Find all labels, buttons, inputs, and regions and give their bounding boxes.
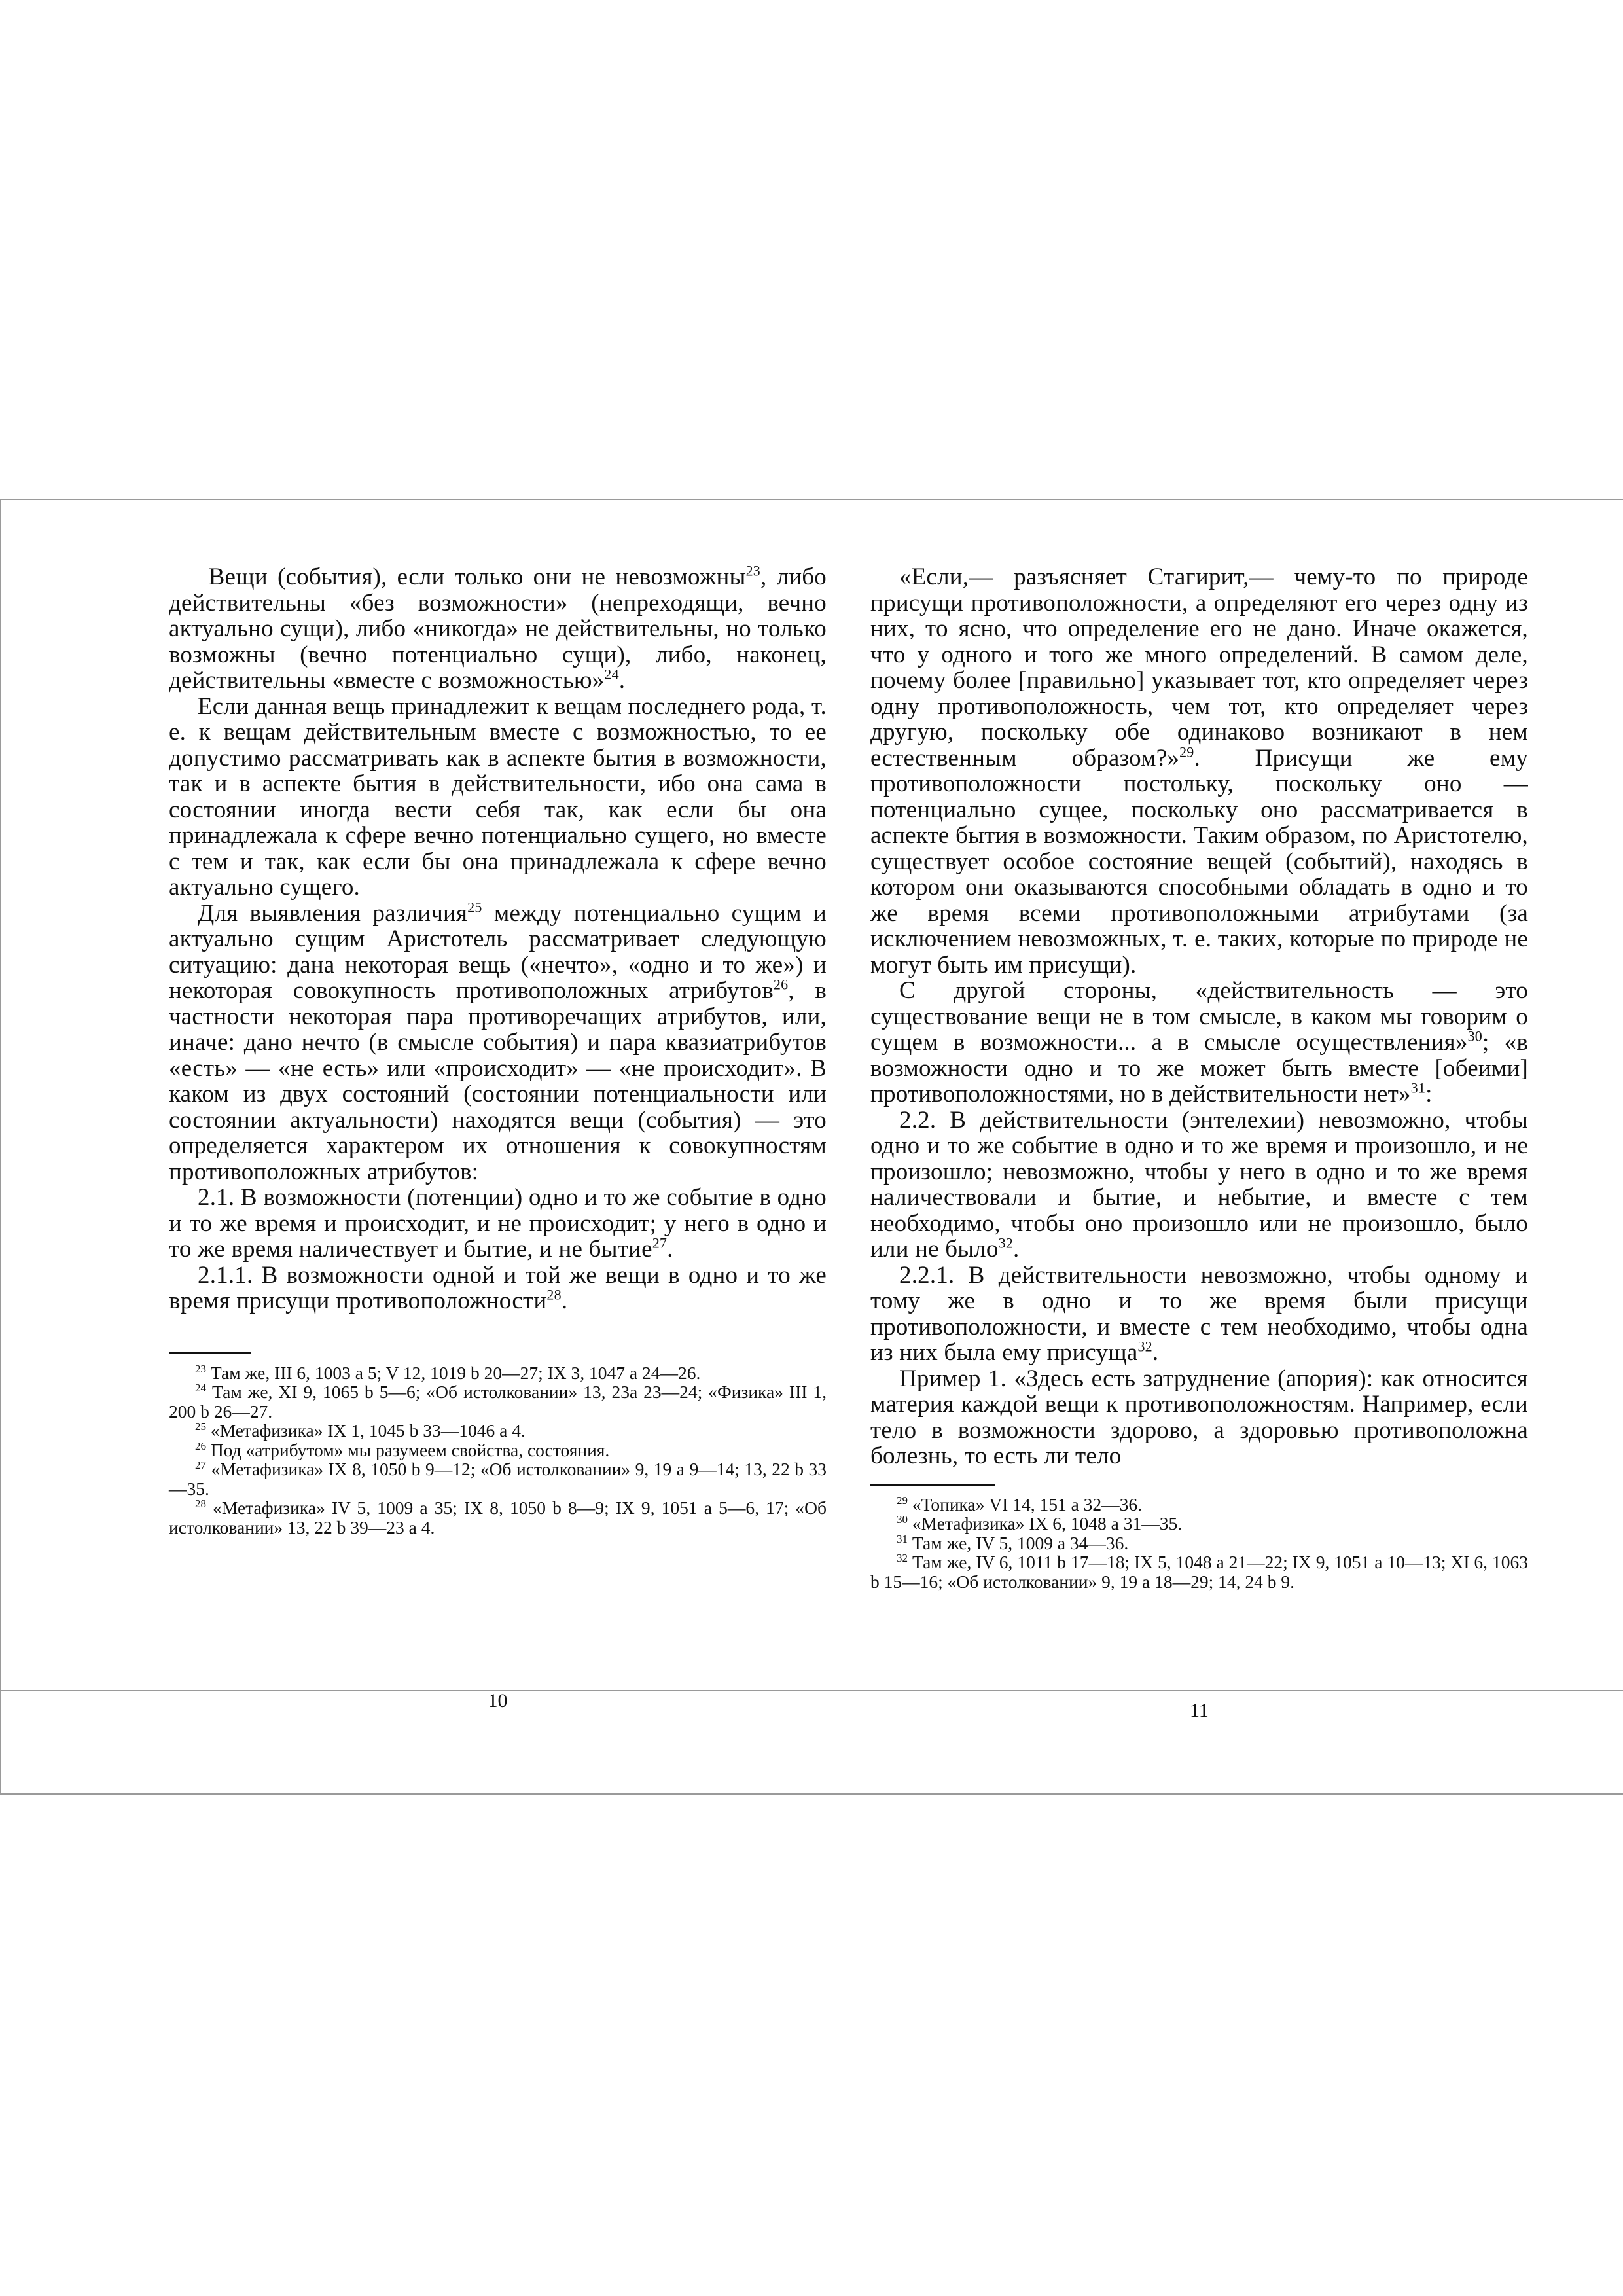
footnote-text: «Метафизика» IX 6, 1048 a 31—35. bbox=[912, 1513, 1183, 1534]
left-page bbox=[169, 564, 827, 1729]
footnote-number: 27 bbox=[195, 1458, 206, 1471]
paragraph bbox=[169, 1185, 827, 1263]
footnote-separator bbox=[870, 1484, 995, 1486]
footnote-number: 28 bbox=[195, 1497, 206, 1510]
footnote-text: Там же, IV 6, 1011 b 17—18; IX 5, 1048 a 21—22; IX 9, 1051 a 10—13; XI 6, 1063 b 15—16; «Об истолковании» 9, 19 a 18—29; 14, 24 b 9. bbox=[870, 1552, 1529, 1592]
paragraph bbox=[169, 564, 827, 694]
footnote-number: 24 bbox=[195, 1381, 206, 1394]
scan-guide-line bbox=[0, 499, 1, 1795]
paragraph bbox=[870, 1263, 1528, 1366]
footnote-text: Там же, XI 9, 1065 b 5—6; «Об истолковании» 13, 23a 23—24; «Физика» III 1, 200 b 26—27. bbox=[169, 1382, 827, 1422]
footnote bbox=[870, 1552, 1528, 1591]
scan-guide-line bbox=[0, 1793, 1623, 1795]
footnote-ref: 24 bbox=[604, 666, 619, 683]
paragraph-text: , в частности некоторая пара противоречащих атрибутов, или, иначе: дано нечто (в смысле события) и пара квазиатрибутов «есть» — «не есть» или «происходит» — «не происходит». В каком из двух состояний (состоянии потенциальности или состоянии актуальности) находятся вещи (события) — это определяется характером их отношения к совокупностям противоположных атрибутов: bbox=[169, 977, 827, 1185]
footnote-ref: 32 bbox=[998, 1234, 1014, 1251]
footnote-text: «Метафизика» IV 5, 1009 a 35; IX 8, 1050 b 8—9; IX 9, 1051 a 5—6, 17; «Об истолковании» 13, 22 b 39—23 a 4. bbox=[169, 1498, 827, 1537]
footnote-ref: 26 bbox=[773, 976, 789, 993]
page-number: 11 bbox=[1190, 1700, 1209, 1721]
footnote-ref: 27 bbox=[652, 1234, 668, 1251]
paragraph-text: ; «в возможности одно и то же может быть вместе [обеими] противоположностями, но в действительности нет» bbox=[870, 1029, 1528, 1107]
paragraph-text: 2.1.1. В возможности одной и той же вещи в одно и то же время присущи противоположности bbox=[169, 1261, 827, 1314]
footnote bbox=[169, 1421, 827, 1441]
footnote-ref: 31 bbox=[1410, 1079, 1426, 1096]
paragraph-text: , либо действительны «без возможности» (непреходящи, вечно актуально сущи), либо «никогда» не действительны, но только возможны (вечно потенциально сущи), либо, наконец, действительны «вместе с возможностью» bbox=[169, 564, 827, 694]
left-footnotes bbox=[169, 1363, 827, 1537]
paragraph bbox=[169, 694, 827, 901]
paragraph-text: «Если,— разъясняет Стагирит,— чему-то по природе присущи противоположности, а определяют его через одну из них, то ясно, что определение его не дано. Иначе окажется, что у одного и того же много определений. В самом деле, почему более [правильно] указывает тот, кто определяет через одну противоположность, чем тот, кто определяет через другую, поскольку обе одинаково возникают в нем естественным образом?» bbox=[870, 564, 1528, 772]
footnote-ref: 28 bbox=[546, 1286, 562, 1303]
paragraph bbox=[870, 1366, 1528, 1469]
paragraph bbox=[870, 564, 1528, 978]
paragraph-text: . Присущи же ему противоположности постольку, поскольку оно — потенциально сущее, поскольку оно рассматривается в аспекте бытия в возможности. Таким образом, по Аристотелю, существует особое состояние вещей (событий), находясь в котором они оказываются способными обладать в одно и то же время всеми противоположными атрибутами (за исключением невозможных, т. е. таких, которые по природе не могут быть им присущи). bbox=[870, 744, 1528, 978]
footnote-ref: 32 bbox=[1137, 1338, 1152, 1355]
paragraph bbox=[169, 1263, 827, 1314]
paragraph bbox=[870, 978, 1528, 1107]
footnote-ref: 23 bbox=[745, 562, 760, 579]
footnote bbox=[169, 1498, 827, 1537]
right-page bbox=[870, 564, 1528, 1729]
footnote-text: «Метафизика» IX 8, 1050 b 9—12; «Об истолковании» 9, 19 a 9—14; 13, 22 b 33—35. bbox=[169, 1459, 827, 1499]
scan-guide-line bbox=[0, 499, 1623, 500]
footnote bbox=[169, 1363, 827, 1383]
paragraph-text: . bbox=[618, 667, 626, 694]
footnote-ref: 25 bbox=[467, 899, 482, 916]
footnote-number: 26 bbox=[195, 1439, 206, 1452]
footnote bbox=[870, 1514, 1528, 1534]
footnote-ref: 30 bbox=[1467, 1028, 1482, 1045]
footnote-text: Там же, III 6, 1003 a 5; V 12, 1019 b 20—27; IX 3, 1047 a 24—26. bbox=[210, 1362, 701, 1383]
footnote bbox=[870, 1495, 1528, 1515]
footnote-text: Там же, IV 5, 1009 a 34—36. bbox=[912, 1532, 1129, 1553]
footnote bbox=[870, 1534, 1528, 1553]
paragraph-text: Пример 1. «Здесь есть затруднение (апория): как относится материя каждой вещи к противоположностям. Например, если тело в возможности здорово, а здоровью противоположна болезнь, то есть ли тело bbox=[870, 1365, 1528, 1469]
paragraph-text: : bbox=[1425, 1081, 1433, 1107]
paragraph bbox=[870, 1107, 1528, 1263]
paragraph-text: 2.1. В возможности (потенции) одно и то же событие в одно и то же время и происходит, и не происходит; у него в одно и то же время наличествует и бытие, и не бытие bbox=[169, 1184, 827, 1263]
footnote-number: 29 bbox=[897, 1494, 908, 1507]
paragraph-text: Если данная вещь принадлежит к вещам последнего рода, т. е. к вещам действительным вместе с возможностью, то ее допустимо рассматривать как в аспекте бытия в возможности, так и в аспекте бытия в действительности, ибо она сама в состоянии иногда вести себя так, как если бы она принадлежала к сфере вечно потенциально сущего, но вместе с тем и так, как если бы она принадлежала к сфере вечно актуально сущего. bbox=[169, 692, 827, 901]
footnote-separator bbox=[169, 1352, 251, 1354]
footnote bbox=[169, 1460, 827, 1498]
footnote-text: Под «атрибутом» мы разумеем свойства, состояния. bbox=[210, 1439, 610, 1460]
paragraph-text: Для выявления различия bbox=[198, 899, 468, 927]
paragraph-text: . bbox=[1152, 1339, 1159, 1366]
right-footnotes bbox=[870, 1495, 1528, 1592]
footnote-number: 25 bbox=[195, 1420, 206, 1433]
left-body-text bbox=[169, 564, 827, 1314]
footnote bbox=[169, 1441, 827, 1460]
paragraph-text: . bbox=[561, 1287, 568, 1314]
footnote-number: 23 bbox=[195, 1362, 206, 1375]
footnote-number: 30 bbox=[897, 1513, 908, 1526]
paragraph-text: между потенциально сущим и актуально сущим Аристотель рассматривает следующую ситуацию: дана некоторая вещь («нечто», «одно и то же») и некоторая совокупность противоположных атрибутов bbox=[169, 899, 827, 1004]
page-number: 10 bbox=[488, 1690, 508, 1712]
footnote-text: «Топика» VI 14, 151 a 32—36. bbox=[912, 1494, 1143, 1515]
right-body-text bbox=[870, 564, 1528, 1469]
paragraph-text: . bbox=[667, 1236, 673, 1263]
paragraph-text: С другой стороны, «действительность — это существование вещи не в том смысле, в каком мы говорим о сущем в возможности... а в смысле осуществления» bbox=[870, 977, 1528, 1056]
paragraph-text: Вещи (события), если только они не невозможны bbox=[208, 564, 746, 590]
paragraph-text: 2.2.1. В действительности невозможно, чтобы одному и тому же в одно и то же время были присущи противоположности, и вместе с тем необходимо, чтобы одна из них была ему присуща bbox=[870, 1261, 1528, 1366]
footnote-number: 31 bbox=[897, 1532, 908, 1545]
paragraph-text: . bbox=[1013, 1236, 1020, 1263]
footnote bbox=[169, 1382, 827, 1421]
paragraph bbox=[169, 901, 827, 1185]
paragraph-text: 2.2. В действительности (энтелехии) невозможно, чтобы одно и то же событие в одно и то же время и произошло, и не произошло; невозможно, чтобы у него в одно и то же время наличествовали и бытие, и небытие, и вместе с тем необходимо, чтобы оно произошло или не произошло, было или не было bbox=[870, 1106, 1528, 1263]
footnote-text: «Метафизика» IX 1, 1045 b 33—1046 a 4. bbox=[210, 1420, 526, 1441]
footnote-ref: 29 bbox=[1179, 744, 1194, 761]
footnote-number: 32 bbox=[897, 1551, 908, 1564]
